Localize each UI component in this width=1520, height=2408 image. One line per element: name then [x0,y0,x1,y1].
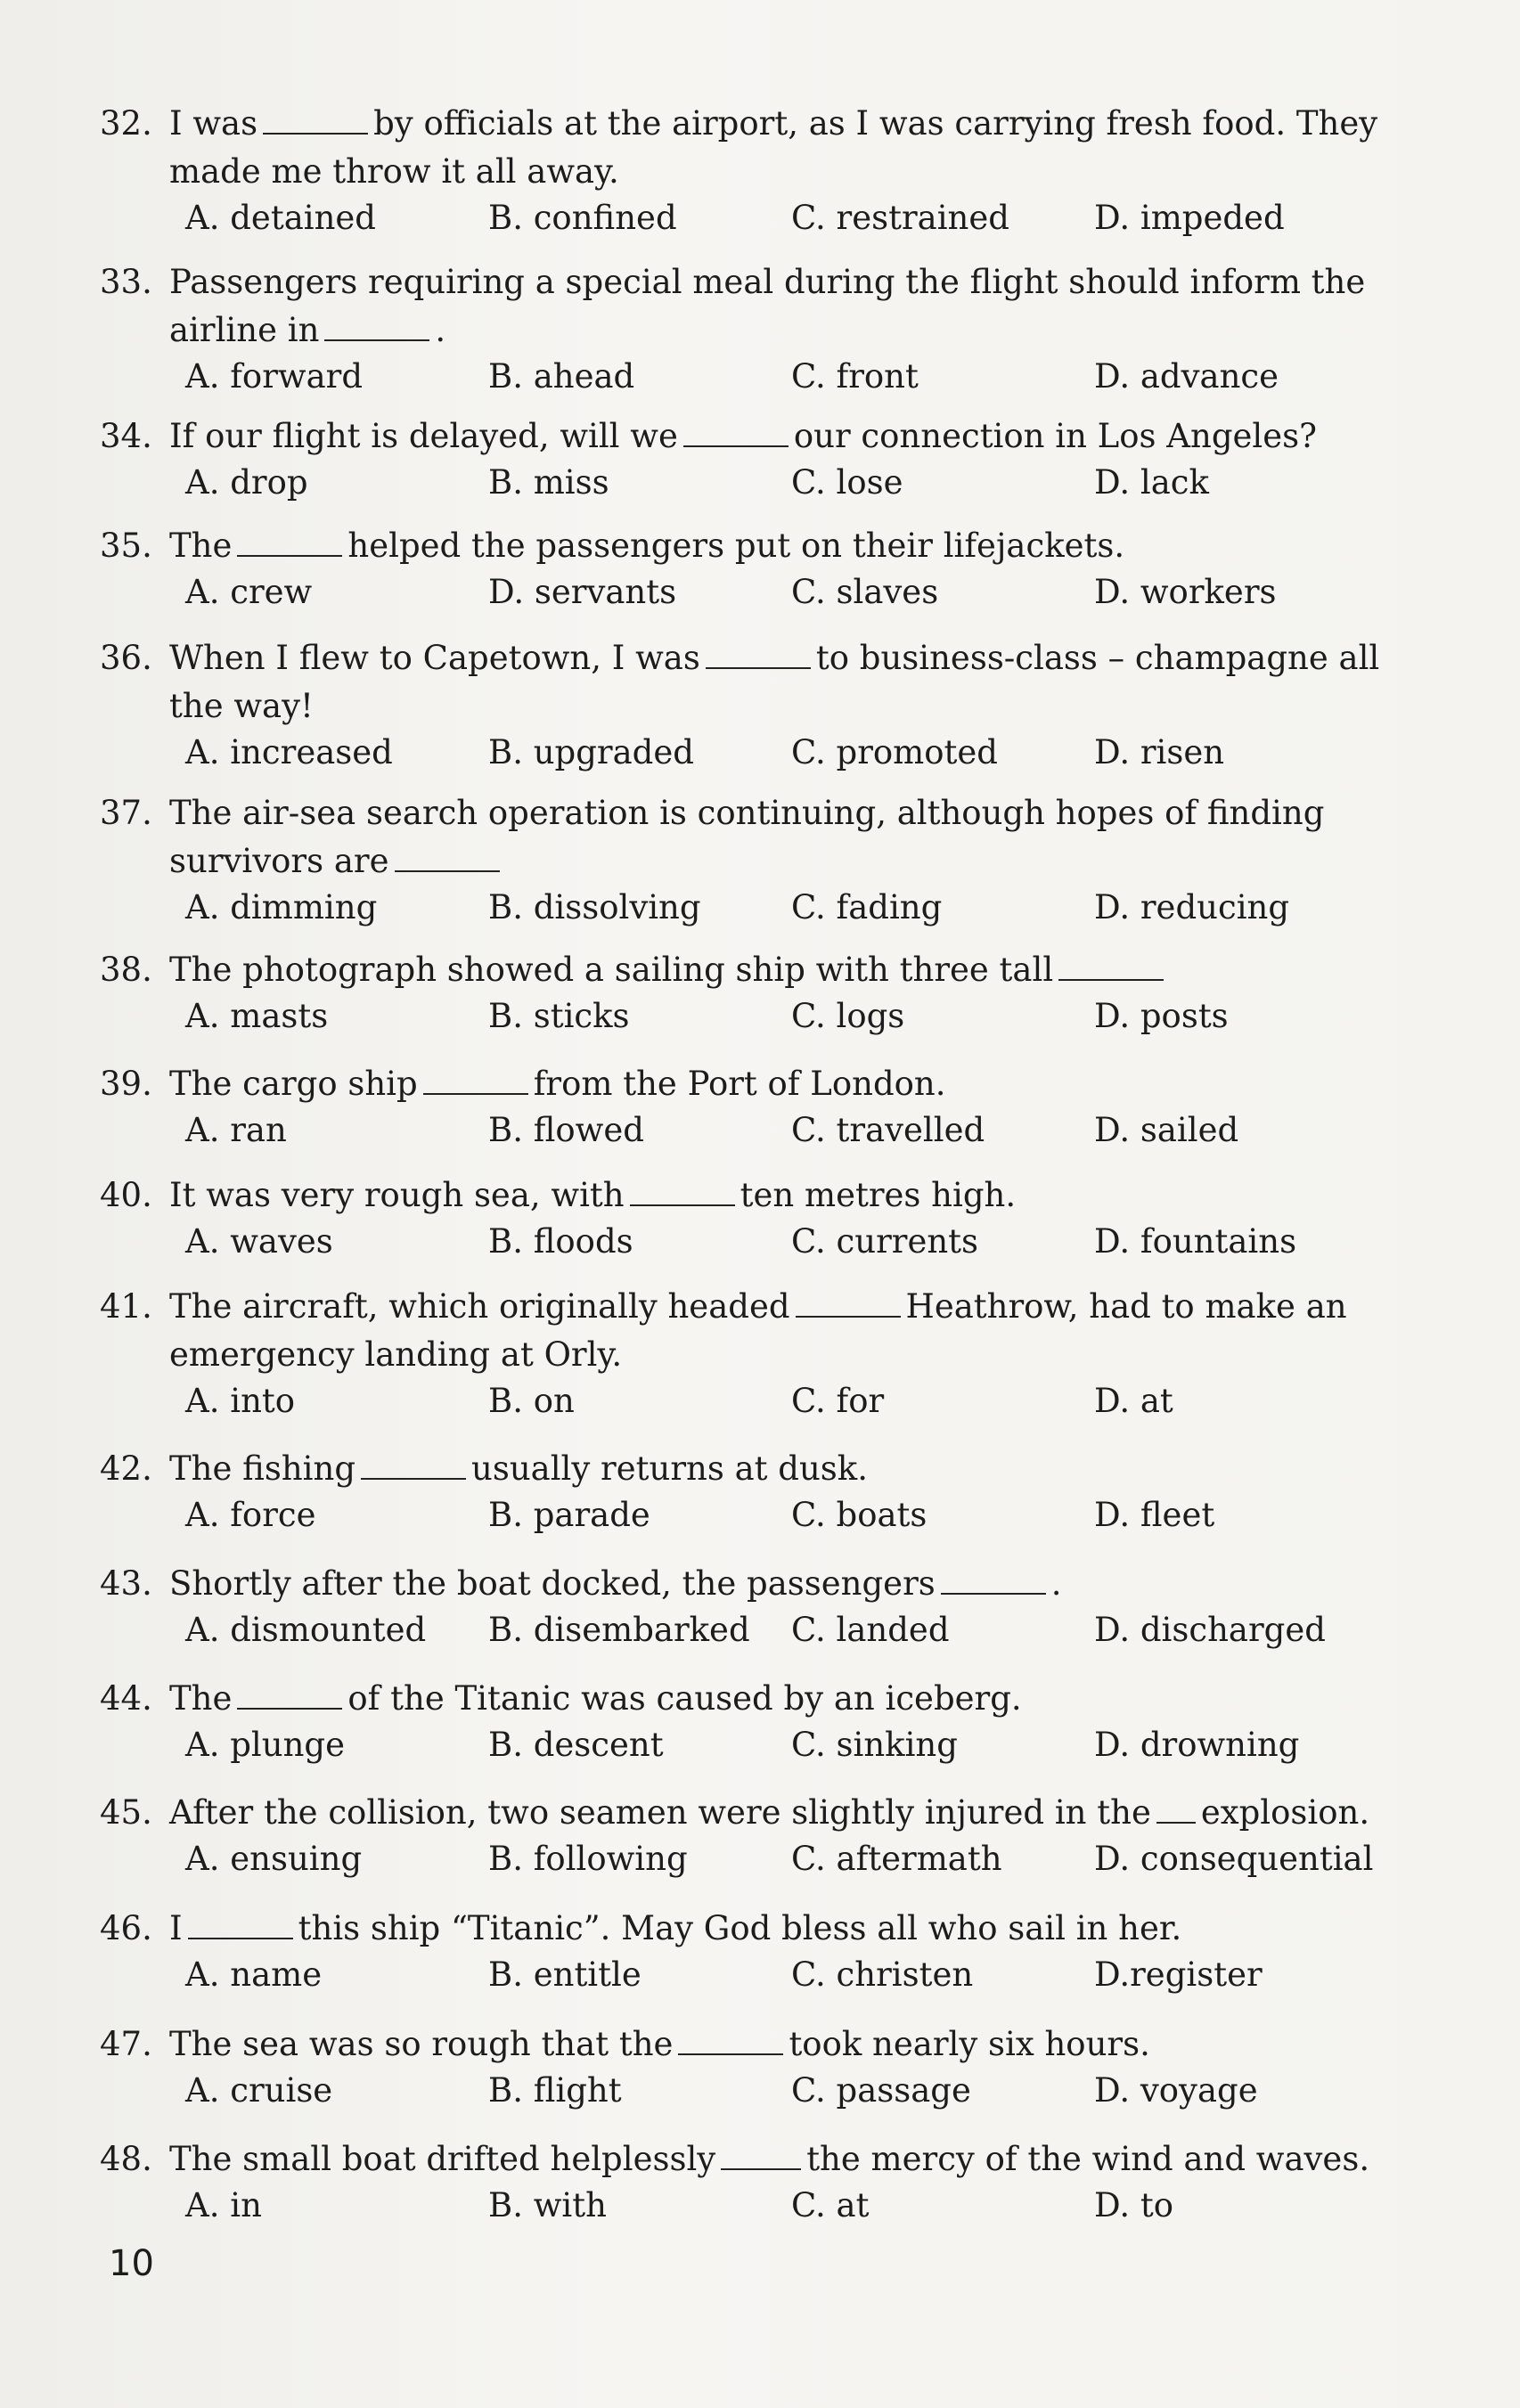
options [100,1951,1418,1999]
question-text-before: Passengers requiring a special meal during the flight should inform the airline in [169,263,1366,349]
question-text-before: The cargo ship [169,1065,418,1103]
question-text-before: The [169,526,233,565]
question-number: 35. [100,526,152,565]
answer-blank [683,419,789,447]
option-a: A. in [185,2186,262,2224]
question-number: 48. [100,2140,152,2178]
option-a: A. cruise [185,2071,333,2110]
question-number: 33. [100,263,152,301]
question-text-after: the mercy of the wind and waves. [806,2140,1370,2178]
question-36 [100,634,1418,777]
option-b: B. descent [488,1726,664,1764]
question-42 [100,1445,1418,1539]
option-c: C. boats [791,1496,928,1534]
option-c: C. lose [791,463,903,502]
question-number: 42. [100,1449,152,1488]
option-a: A. increased [185,733,393,771]
question-number: 43. [100,1564,152,1603]
question-text-after: . [435,311,446,349]
option-c: C. travelled [791,1111,985,1149]
option-a: A. force [185,1496,316,1534]
option-d: D. fleet [1094,1496,1215,1534]
option-d: D. consequential [1094,1840,1374,1878]
answer-blank [324,313,429,341]
answer-blank [237,1681,342,1710]
option-c: C. restrained [791,199,1009,237]
answer-blank [237,528,342,557]
question-text-after: explosion. [1200,1793,1370,1832]
options [100,992,1418,1041]
option-d: D. sailed [1094,1111,1239,1149]
question-35 [100,522,1418,616]
option-c: C. fading [791,888,943,926]
option-b: B. disembarked [488,1611,750,1649]
answer-blank [796,1289,901,1318]
option-c: C. at [791,2186,870,2224]
option-c: C. front [791,357,919,396]
option-d: D. workers [1094,573,1277,611]
question-33 [100,258,1418,401]
question-text-before: The sea was so rough that the [169,2025,674,2063]
options [100,1491,1418,1539]
question-number: 45. [100,1793,152,1832]
question-text-before: Shortly after the boat docked, the passengers [169,1564,936,1603]
question-text-before: I [169,1909,183,1947]
answer-blank [361,1451,466,1480]
question-text-before: When I flew to Capetown, I was [169,639,700,677]
answer-blank [721,2142,801,2170]
question-46 [100,1905,1418,1999]
options [100,353,1418,401]
question-text-before: It was very rough sea, with [169,1176,625,1214]
option-d: D. at [1094,1382,1173,1420]
option-b: B. on [488,1382,575,1420]
option-c: C. christen [791,1955,974,1994]
option-d: D. impeded [1094,199,1285,237]
option-c: C. currents [791,1222,979,1261]
question-32 [100,100,1418,242]
option-d: D. discharged [1094,1611,1326,1649]
options [100,1218,1418,1266]
option-d: D. drowning [1094,1726,1300,1764]
answer-blank [395,844,500,872]
option-b: B. flowed [488,1111,644,1149]
answer-blank [706,641,811,669]
question-text-after: helped the passengers put on their lifejackets. [347,526,1125,565]
option-d: D. advance [1094,357,1279,396]
option-d: D. fountains [1094,1222,1297,1261]
answer-blank [263,106,368,135]
option-a: A. dismounted [185,1611,427,1649]
option-a: A. ensuing [185,1840,363,1878]
question-text-after: usually returns at dusk. [471,1449,868,1488]
options [100,1606,1418,1654]
question-text-after: of the Titanic was caused by an iceberg. [347,1679,1022,1718]
question-number: 46. [100,1909,152,1947]
answer-blank [1156,1795,1196,1824]
option-a: A. crew [185,573,313,611]
question-number: 47. [100,2025,152,2063]
option-c: C. sinking [791,1726,958,1764]
question-number: 41. [100,1287,152,1326]
option-b: B. dissolving [488,888,701,926]
options [100,2182,1418,2230]
question-text-before: I was [169,104,258,143]
option-a: A. into [185,1382,296,1420]
option-b: B. parade [488,1496,650,1534]
option-d: D. reducing [1094,888,1290,926]
options [100,568,1418,616]
options [100,459,1418,507]
question-text-before: The air-sea search operation is continuing, although hopes of finding survivors are [169,794,1325,880]
options [100,729,1418,777]
question-text-after: Heathrow, had to make an emergency landing at Orly. [169,1287,1347,1374]
option-c: C. slaves [791,573,939,611]
options [100,2067,1418,2115]
option-d: D. lack [1094,463,1209,502]
question-number: 37. [100,794,152,832]
option-c: C. for [791,1382,885,1420]
question-text-after: our connection in Los Angeles? [793,417,1317,455]
question-number: 34. [100,417,152,455]
option-a: A. plunge [185,1726,346,1764]
page-number: 10 [109,2243,154,2284]
option-b: B. following [488,1840,688,1878]
options [100,1377,1418,1425]
option-c: C. landed [791,1611,950,1649]
option-d: D. risen [1094,733,1225,771]
options [100,1721,1418,1769]
question-text-before: The small boat drifted helplessly [169,2140,716,2178]
option-a: A. detained [185,199,376,237]
option-c: C. aftermath [791,1840,1002,1878]
option-c: C. promoted [791,733,998,771]
option-b: B. confined [488,199,677,237]
question-34 [100,412,1418,507]
option-a: A. drop [185,463,308,502]
question-39 [100,1060,1418,1155]
question-number: 39. [100,1065,152,1103]
question-text-before: The [169,1679,233,1718]
option-c: C. passage [791,2071,971,2110]
question-text-after: ten metres high. [740,1176,1017,1214]
question-45 [100,1789,1418,1883]
question-text-after: took nearly six hours. [789,2025,1150,2063]
question-43 [100,1560,1418,1654]
option-d: D. to [1094,2186,1174,2224]
question-40 [100,1171,1418,1266]
question-number: 36. [100,639,152,677]
option-a: A. forward [185,357,364,396]
option-d: D. voyage [1094,2071,1258,2110]
options [100,194,1418,242]
option-b: B. upgraded [488,733,694,771]
question-37 [100,789,1418,932]
question-text-before: The fishing [169,1449,356,1488]
option-a: A. ran [185,1111,287,1149]
question-number: 32. [100,104,152,143]
option-a: A. waves [185,1222,333,1261]
option-a: A. masts [185,997,329,1035]
option-b: B. floods [488,1222,633,1261]
option-d: D.register [1094,1955,1263,1994]
question-text-before: The aircraft, which originally headed [169,1287,790,1326]
question-47 [100,2020,1418,2115]
option-b: D. servants [488,573,677,611]
answer-blank [630,1178,735,1206]
option-b: B. miss [488,463,609,502]
question-44 [100,1675,1418,1769]
question-text-before: After the collision, two seamen were slightly injured in the [169,1793,1151,1832]
answer-blank [188,1911,293,1939]
question-38 [100,946,1418,1041]
question-text-after: . [1050,1564,1062,1603]
question-number: 44. [100,1679,152,1718]
option-d: D. posts [1094,997,1229,1035]
option-b: B. flight [488,2071,622,2110]
question-text-after: from the Port of London. [533,1065,946,1103]
answer-blank [423,1066,528,1095]
option-b: B. sticks [488,997,630,1035]
option-c: C. logs [791,997,905,1035]
option-b: B. with [488,2186,607,2224]
question-number: 38. [100,951,152,989]
question-number: 40. [100,1176,152,1214]
option-b: B. entitle [488,1955,642,1994]
answer-blank [678,2027,783,2055]
options [100,884,1418,932]
options [100,1106,1418,1155]
question-text-after: this ship “Titanic”. May God bless all who sail in her. [298,1909,1182,1947]
answer-blank [1058,952,1164,981]
question-text-after: to business-class – champagne all the way! [169,639,1380,725]
option-a: A. dimming [185,888,378,926]
options [100,1835,1418,1883]
question-text-before: The photograph showed a sailing ship with three tall [169,951,1054,989]
question-48 [100,2135,1418,2230]
question-41 [100,1283,1418,1425]
question-text-before: If our flight is delayed, will we [169,417,678,455]
option-b: B. ahead [488,357,635,396]
question-text-after: by officials at the airport, as I was carrying fresh food. They made me throw it all away. [169,104,1378,191]
answer-blank [941,1566,1046,1595]
option-a: A. name [185,1955,323,1994]
